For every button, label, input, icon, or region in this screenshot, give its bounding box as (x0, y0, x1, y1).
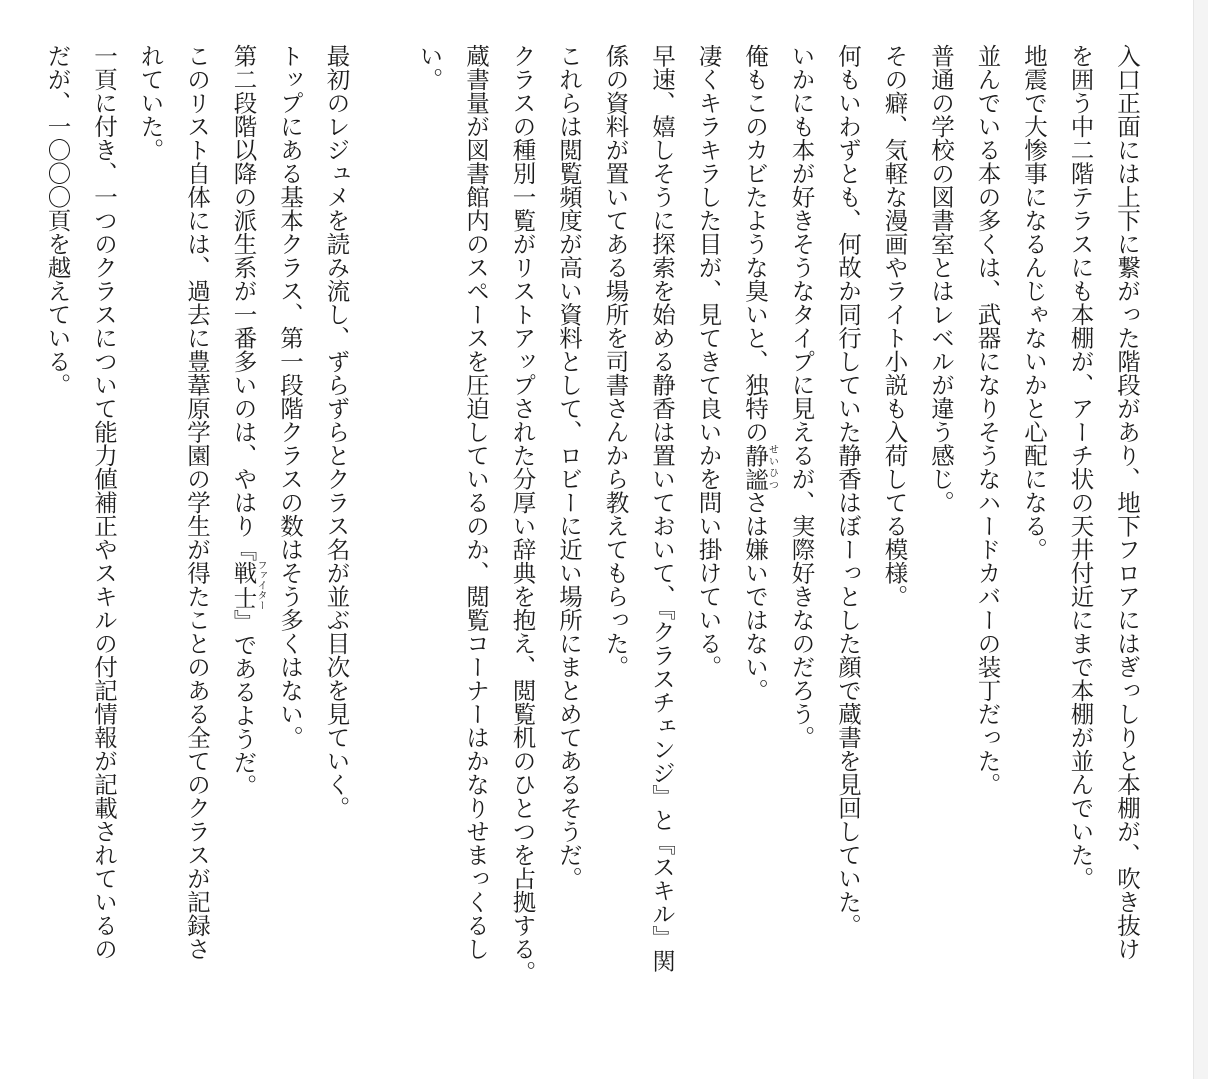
text-line: だが、一〇〇〇頁を越えている。 (43, 44, 72, 397)
ruby-reading: せいひつ (766, 443, 778, 491)
text-segment: さは嫌いではない。 (741, 490, 769, 702)
text-line: いかにも本が好きそうなタイプに見えるが、実際好きなのだろう。 (787, 44, 816, 749)
text-line: 普通の学校の図書室とはレベルが違う感じ。 (927, 44, 955, 514)
text-line: 何もいわずとも、何故か同行していた静香はぼーっとした顔で蔵書を見回していた。 (834, 44, 862, 937)
text-line: 蔵書量が図書館内のスペースを圧迫しているのか、閲覧コーナーはかなりせまっくるし (462, 44, 490, 961)
text-line (732, 44, 779, 1054)
ruby-annotation (229, 560, 266, 611)
text-line: を囲う中二階テラスにも本棚が、アーチ状の天井付近にまで本棚が並んでいた。 (1066, 44, 1095, 890)
vertical-text-body (34, 44, 1150, 1054)
text-line: これらは閲覧頻度が高い資料として、ロビーに近い場所にまとめてあるそうだ。 (555, 44, 583, 890)
text-line: 最初のレジュメを読み流し、ずらずらとクラス名が並ぶ目次を見ていく。 (322, 44, 351, 820)
text-line: 入口正面には上下に繋がった階段があり、地下フロアにはぎっしりと本棚が、吹き抜け (1113, 44, 1141, 961)
text-line: 早速、嬉しそうに探索を始める静香は置いておいて、『クラスチェンジ』と『スキル』関 (648, 44, 676, 973)
text-line: 並んでいる本の多くは、武器になりそうなハードカバーの装丁だった。 (973, 44, 1002, 796)
text-line: このリスト自体には、過去に豊葦原学園の学生が得たことのある全てのクラスが記録さ (183, 44, 211, 961)
text-line: い。 (415, 44, 444, 91)
blank-line (360, 44, 407, 1054)
text-line: その癖、気軽な漫画やライト小説も入荷してる模様。 (880, 44, 909, 608)
text-line: 凄くキラキラした目が、見てきて良いかを問い掛けている。 (694, 44, 723, 679)
text-segment: 俺もこのカビたような臭いと、独特の (741, 44, 769, 444)
scrollbar[interactable] (1193, 0, 1208, 1079)
ruby-annotation (741, 443, 778, 491)
text-segment: 第二段階以降の派生系が一番多いのは、やはり『 (229, 44, 258, 561)
text-line: れていた。 (136, 44, 165, 162)
text-line: トップにある基本クラス、第一段階クラスの数はそう多くはない。 (276, 44, 304, 749)
text-line: 係の資料が置いてある場所を司書さんから教えてもらった。 (601, 44, 630, 679)
text-line: クラスの種別一覧がリストアップされた分厚い辞典を抱え、閲覧机のひとつを占拠する。 (508, 44, 537, 984)
text-segment: 』であるようだ。 (229, 609, 258, 798)
text-line (220, 44, 267, 1054)
ruby-reading: ファイター (255, 560, 266, 611)
text-line: 地震で大惨事になるんじゃないかと心配になる。 (1020, 44, 1048, 561)
text-line: 一頁に付き、一つのクラスについて能力値補正やスキルの付記情報が記載されているの (90, 44, 118, 961)
ruby-base: 静謐 (741, 443, 769, 491)
ruby-base: 戦士 (229, 560, 258, 611)
